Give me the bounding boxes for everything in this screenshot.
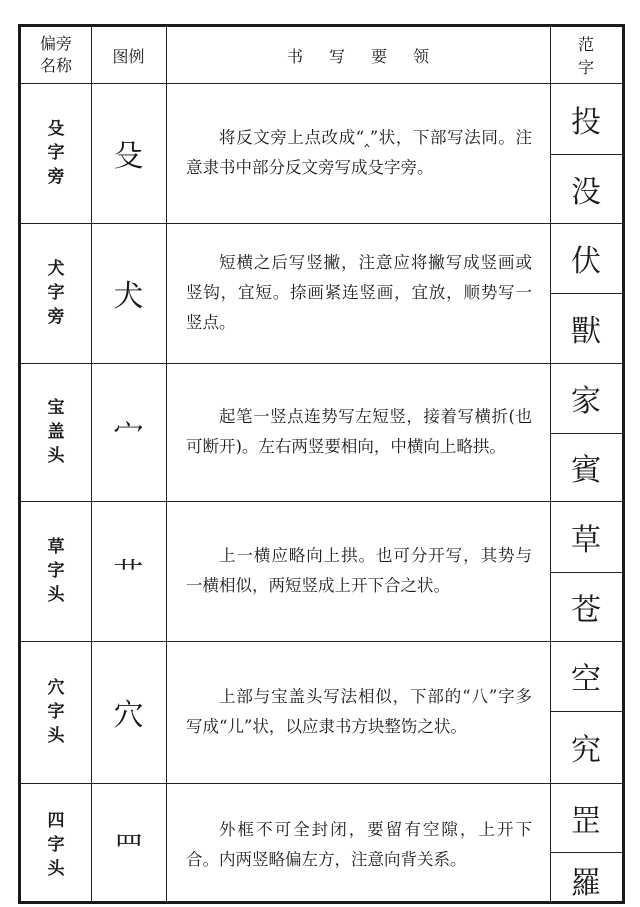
example-char [550, 433, 622, 501]
radical-name-cell [21, 501, 91, 641]
header-radical-name-text: 偏旁名称 [39, 34, 72, 75]
radical-glyph-text: 殳 [113, 139, 144, 174]
example-char [550, 852, 622, 907]
example-char [550, 154, 622, 223]
writing-rule-cell [166, 83, 550, 223]
radical-glyph [91, 223, 166, 363]
example-char-text: 羅 [571, 865, 601, 901]
header-radical-name [21, 27, 91, 83]
radical-glyph-text: 艹 [113, 557, 144, 592]
radical-glyph-text: 罒 [113, 831, 144, 866]
radical-glyph-text: 宀 [113, 418, 144, 453]
radical-glyph [91, 83, 166, 223]
radical-glyph [91, 783, 166, 907]
header-writing-rules-text: 书写要领 [286, 46, 455, 66]
example-char-text: 賓 [571, 453, 601, 488]
radical-name-cell [21, 641, 91, 783]
writing-rule-cell [166, 641, 550, 783]
writing-rule-cell [166, 363, 550, 501]
example-char-text: 伏 [571, 244, 601, 279]
radical-glyph-text: 穴 [113, 698, 144, 733]
radical-glyph-text: 犬 [113, 279, 144, 314]
radical-glyph [91, 363, 166, 501]
example-char [550, 293, 622, 363]
example-char-text: 罡 [571, 803, 601, 839]
radical-name-cell [21, 83, 91, 223]
writing-rule-text: 起笔一竖点连势写左短竖，接着写横折(也可断开)。左右两竖要相向，中横向上略拱。 [186, 407, 532, 456]
writing-rule-text: 上一横应略向上拱。也可分开写，其势与一横相似，两短竖成上开下合之状。 [186, 546, 532, 595]
header-example-shape [91, 27, 166, 83]
writing-rule-cell [166, 501, 550, 641]
radical-name: 殳字旁 [47, 119, 65, 187]
writing-rule-cell [166, 223, 550, 363]
example-char [550, 572, 622, 641]
radical-name: 犬字旁 [47, 259, 65, 327]
radical-table [18, 24, 625, 904]
radical-name-cell [21, 223, 91, 363]
example-char-text: 投 [571, 104, 601, 140]
radical-name: 宝盖头 [47, 398, 65, 466]
header-example-chars [550, 27, 622, 83]
header-example-chars-text: 范字 [577, 35, 616, 77]
radical-name-cell [21, 363, 91, 501]
radical-name-cell [21, 783, 91, 907]
radical-name: 草字头 [47, 537, 65, 605]
writing-rule-cell [166, 783, 550, 907]
example-char-text: 究 [571, 733, 601, 768]
header-example-shape-text: 图例 [112, 46, 145, 66]
example-char [550, 83, 622, 154]
example-char [550, 641, 622, 711]
example-char-text: 苍 [571, 592, 601, 628]
writing-rule-text: 上部与宝盖头写法相似，下部的“八”字多写成“儿”状，以应隶书方块整饬之状。 [186, 687, 532, 736]
example-char-text: 草 [571, 522, 601, 558]
header-writing-rules [166, 27, 550, 83]
radical-name: 四字头 [47, 811, 65, 879]
example-char-text: 獸 [571, 314, 601, 349]
radical-glyph [91, 501, 166, 641]
writing-rule-text: 外框不可全封闭，要留有空隙，上开下合。内两竖略偏左方，注意向背关系。 [186, 820, 532, 869]
writing-rule-text: 将反文旁上点改成“‸”状，下部写法同。注意隶书中部分反文旁写成殳字旁。 [186, 128, 532, 177]
example-char [550, 501, 622, 572]
example-char-text: 没 [571, 174, 601, 210]
example-char-text: 家 [571, 384, 601, 419]
writing-rule-text: 短横之后写竖撇，注意应将撇写成竖画或竖钩，宜短。捺画紧连竖画，宜放，顺势写一竖点。 [186, 253, 532, 332]
radical-glyph [91, 641, 166, 783]
example-char [550, 223, 622, 293]
example-char [550, 363, 622, 433]
example-char [550, 711, 622, 783]
radical-name: 穴字头 [47, 678, 65, 746]
example-char [550, 783, 622, 852]
example-char-text: 空 [571, 662, 601, 697]
